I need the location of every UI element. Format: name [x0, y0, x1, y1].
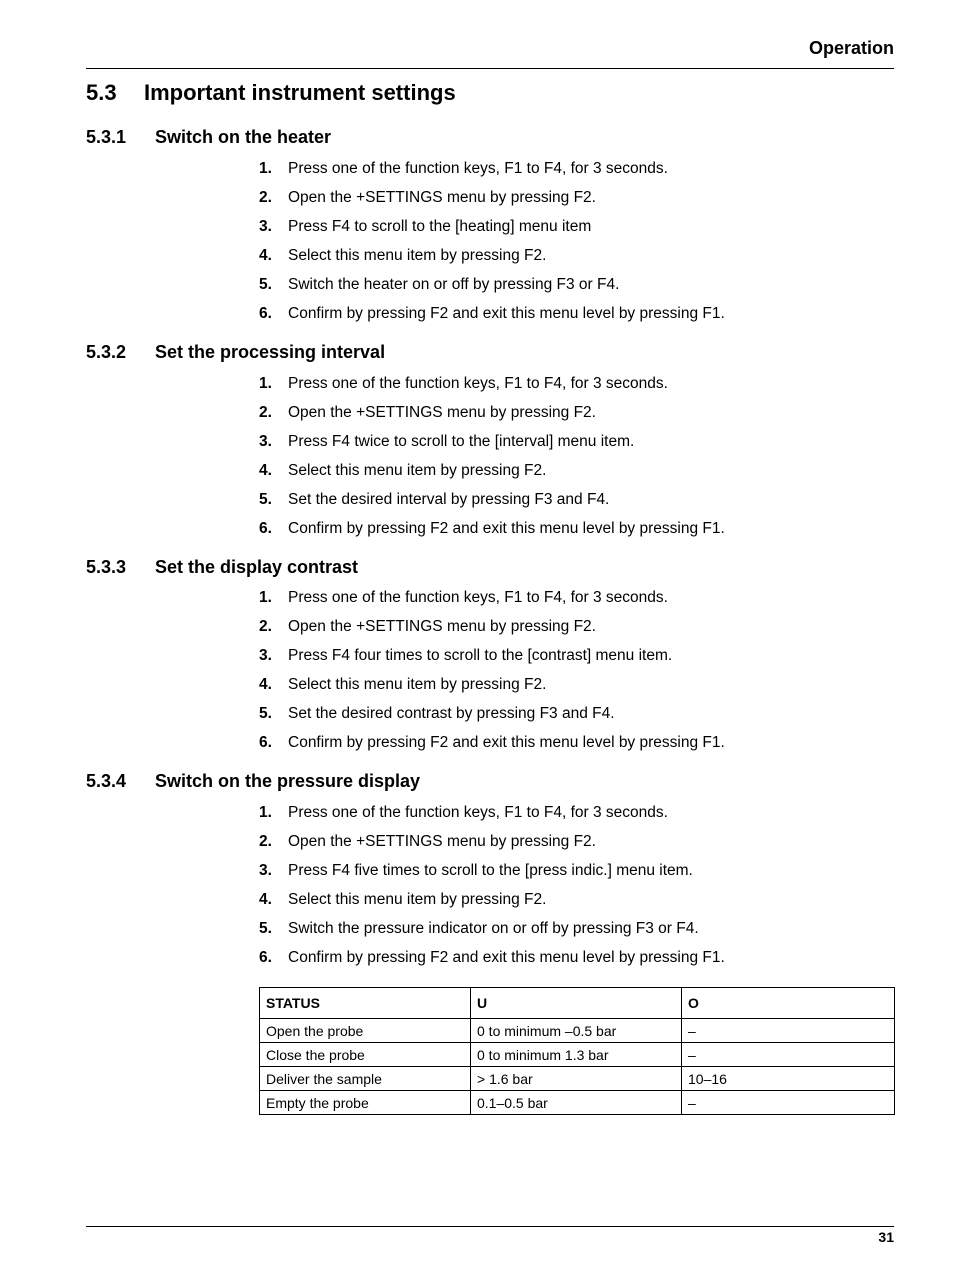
- step-text: Set the desired interval by pressing F3 and F4.: [288, 491, 610, 508]
- step-text: Open the +SETTINGS menu by pressing F2.: [288, 404, 596, 421]
- step-text: Press one of the function keys, F1 to F4, for 3 seconds.: [288, 160, 668, 177]
- step-list-heater: [259, 159, 725, 333]
- step-text: Press F4 twice to scroll to the [interval] menu item.: [288, 433, 635, 450]
- step-number: 4.: [259, 891, 272, 908]
- table-cell: –: [682, 1043, 895, 1067]
- list-item: [259, 646, 725, 675]
- list-item: [259, 861, 725, 890]
- list-item: [259, 461, 725, 490]
- step-text: Confirm by pressing F2 and exit this menu level by pressing F1.: [288, 949, 725, 966]
- step-number: 4.: [259, 247, 272, 264]
- list-item: [259, 188, 725, 217]
- subsection-heading-pressure: [86, 771, 420, 792]
- step-number: 4.: [259, 462, 272, 479]
- step-list-interval: [259, 374, 725, 548]
- list-item: [259, 519, 725, 548]
- table-header-cell: U: [471, 988, 682, 1019]
- step-text: Switch the pressure indicator on or off by pressing F3 or F4.: [288, 920, 699, 937]
- running-header: Operation: [808, 38, 894, 58]
- step-list-pressure: [259, 803, 725, 977]
- list-item: [259, 374, 725, 403]
- list-item: [259, 275, 725, 304]
- list-item: [259, 733, 725, 762]
- list-item: [259, 675, 725, 704]
- table-header-cell: STATUS: [260, 988, 471, 1019]
- list-item: [259, 832, 725, 861]
- table-row: [260, 1043, 895, 1067]
- list-item: [259, 919, 725, 948]
- step-number: 6.: [259, 949, 272, 966]
- list-item: [259, 403, 725, 432]
- step-number: 2.: [259, 833, 272, 850]
- table-cell: Deliver the sample: [260, 1067, 471, 1091]
- step-number: 4.: [259, 676, 272, 693]
- table-cell: Empty the probe: [260, 1091, 471, 1115]
- step-text: Confirm by pressing F2 and exit this menu level by pressing F1.: [288, 520, 725, 537]
- list-item: [259, 588, 725, 617]
- subsection-number: 5.3.2: [86, 342, 127, 362]
- pressure-status-table: [259, 987, 895, 1115]
- list-item: [259, 217, 725, 246]
- step-number: 5.: [259, 705, 272, 722]
- step-text: Open the +SETTINGS menu by pressing F2.: [288, 618, 596, 635]
- subsection-heading-interval: [86, 342, 385, 363]
- table-cell: Open the probe: [260, 1019, 471, 1043]
- subsection-title: Set the processing interval: [155, 342, 386, 362]
- step-list-contrast: [259, 588, 725, 762]
- list-item: [259, 948, 725, 977]
- subsection-title: Set the display contrast: [155, 557, 359, 577]
- section-title: Important instrument settings: [144, 80, 456, 105]
- subsection-number: 5.3.3: [86, 557, 127, 577]
- step-number: 6.: [259, 520, 272, 537]
- subsection-heading-contrast: [86, 557, 358, 578]
- page-number: 31: [878, 1229, 894, 1245]
- step-number: 1.: [259, 375, 272, 392]
- table-cell: 10–16: [682, 1067, 895, 1091]
- step-text: Open the +SETTINGS menu by pressing F2.: [288, 189, 596, 206]
- step-text: Select this menu item by pressing F2.: [288, 891, 547, 908]
- step-number: 2.: [259, 618, 272, 635]
- table-cell: 0.1–0.5 bar: [471, 1091, 682, 1115]
- subsection-heading-heater: [86, 127, 331, 148]
- step-text: Open the +SETTINGS menu by pressing F2.: [288, 833, 596, 850]
- table-cell: Close the probe: [260, 1043, 471, 1067]
- subsection-title: Switch on the pressure display: [155, 771, 421, 791]
- step-text: Confirm by pressing F2 and exit this menu level by pressing F1.: [288, 305, 725, 322]
- step-number: 6.: [259, 734, 272, 751]
- list-item: [259, 159, 725, 188]
- step-text: Select this menu item by pressing F2.: [288, 247, 547, 264]
- list-item: [259, 304, 725, 333]
- step-number: 6.: [259, 305, 272, 322]
- table-cell: –: [682, 1091, 895, 1115]
- list-item: [259, 246, 725, 275]
- table-header-cell: O: [682, 988, 895, 1019]
- step-text: Press one of the function keys, F1 to F4, for 3 seconds.: [288, 804, 668, 821]
- table-row: [260, 1067, 895, 1091]
- list-item: [259, 617, 725, 646]
- table-cell: 0 to minimum –0.5 bar: [471, 1019, 682, 1043]
- step-number: 5.: [259, 276, 272, 293]
- table-row: [260, 1019, 895, 1043]
- step-text: Confirm by pressing F2 and exit this menu level by pressing F1.: [288, 734, 725, 751]
- table-cell: –: [682, 1019, 895, 1043]
- subsection-number: 5.3.4: [86, 771, 127, 791]
- table-header-row: [260, 988, 895, 1019]
- step-number: 2.: [259, 404, 272, 421]
- step-number: 2.: [259, 189, 272, 206]
- footer-rule: [86, 1226, 894, 1227]
- list-item: [259, 704, 725, 733]
- list-item: [259, 490, 725, 519]
- list-item: [259, 803, 725, 832]
- step-number: 1.: [259, 589, 272, 606]
- step-text: Press F4 to scroll to the [heating] menu item: [288, 218, 592, 235]
- step-text: Select this menu item by pressing F2.: [288, 462, 547, 479]
- section-heading: [86, 80, 456, 106]
- subsection-number: 5.3.1: [86, 127, 127, 147]
- section-number: 5.3: [86, 80, 117, 105]
- step-number: 1.: [259, 160, 272, 177]
- step-text: Switch the heater on or off by pressing F3 or F4.: [288, 276, 620, 293]
- step-text: Press one of the function keys, F1 to F4, for 3 seconds.: [288, 589, 668, 606]
- table-row: [260, 1091, 895, 1115]
- table-cell: 0 to minimum 1.3 bar: [471, 1043, 682, 1067]
- subsection-title: Switch on the heater: [155, 127, 332, 147]
- step-text: Press one of the function keys, F1 to F4, for 3 seconds.: [288, 375, 668, 392]
- list-item: [259, 432, 725, 461]
- step-text: Select this menu item by pressing F2.: [288, 676, 547, 693]
- list-item: [259, 890, 725, 919]
- step-number: 1.: [259, 804, 272, 821]
- step-number: 5.: [259, 491, 272, 508]
- table-cell: > 1.6 bar: [471, 1067, 682, 1091]
- step-text: Set the desired contrast by pressing F3 and F4.: [288, 705, 615, 722]
- step-text: Press F4 five times to scroll to the [press indic.] menu item.: [288, 862, 693, 879]
- header-rule: [86, 68, 894, 69]
- step-number: 3.: [259, 433, 272, 450]
- step-number: 3.: [259, 218, 272, 235]
- step-number: 5.: [259, 920, 272, 937]
- step-number: 3.: [259, 862, 272, 879]
- step-number: 3.: [259, 647, 272, 664]
- step-text: Press F4 four times to scroll to the [contrast] menu item.: [288, 647, 673, 664]
